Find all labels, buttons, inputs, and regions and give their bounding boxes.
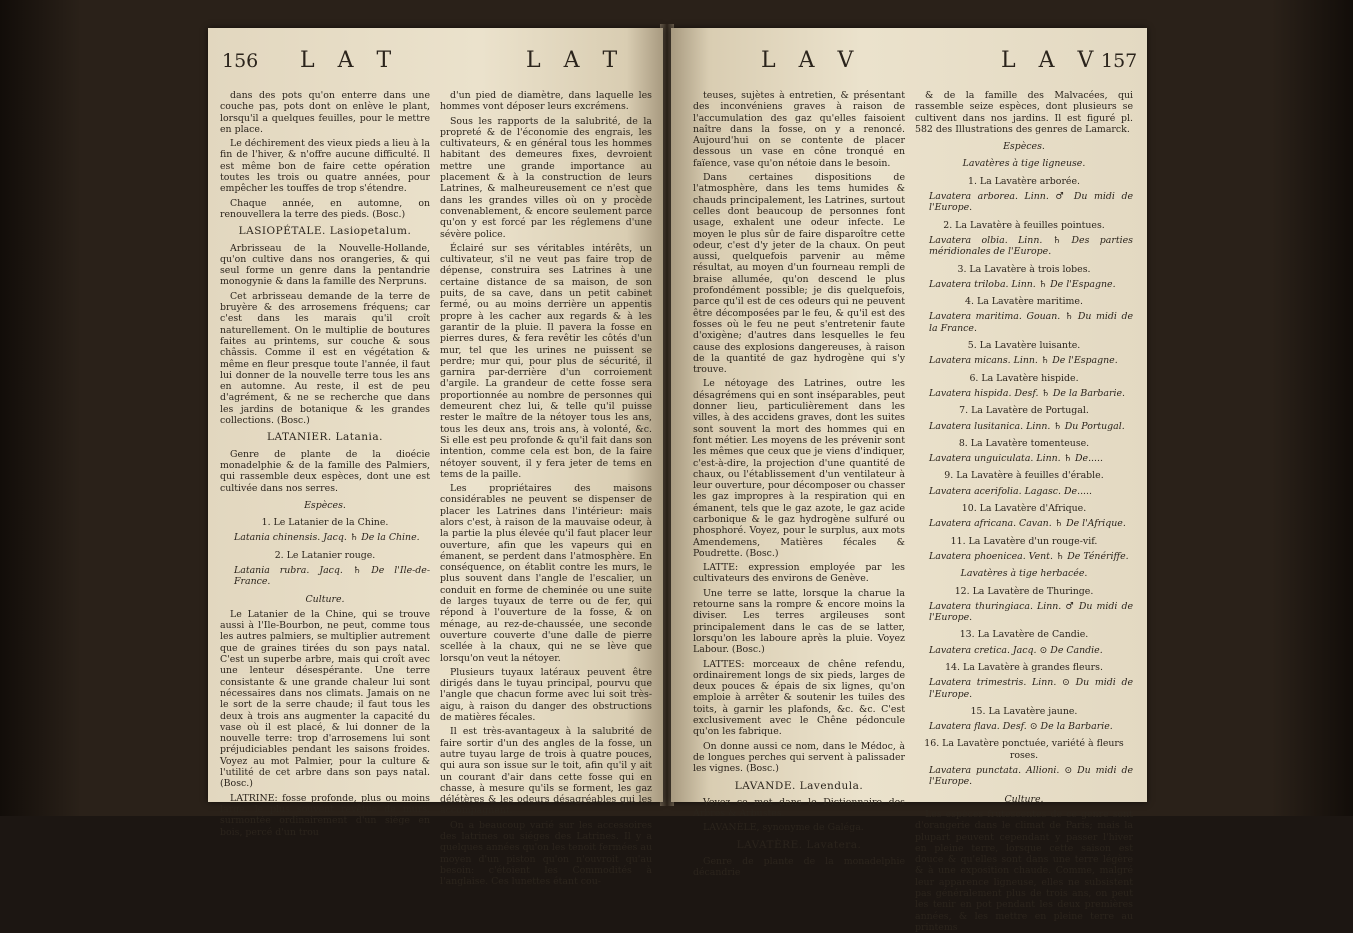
species-latin: Lavatera punctata. Allioni. ⊙ Du midi de l'Europe. (929, 765, 1133, 788)
species-latin: Latania rubra. Jacq. ♄ De l'Ile-de-France. (234, 564, 430, 588)
paragraph: On a beaucoup varié sur les accessoires des latrines ou siéges des Latrines. Il y a quelques années qu'on les tenoit fermées au moyen d'un piston qu'on n'ouvroit qu'au besoin: c'étoient les Commodités à l'anglaise. Ces lunettes étant cou- (440, 819, 652, 888)
left-column-2 (440, 90, 652, 888)
species-latin: Lavatera unguiculata. Linn. ♄ De..... (929, 453, 1103, 465)
right-running-head-1: L A V (761, 48, 862, 73)
right-page-header (671, 30, 1147, 78)
paragraph: Genre de plante de la dioécie monadelphie & de la famille des Palmiers, qui rassemble deux espèces, dont une est cultivée dans nos serres. (220, 448, 430, 494)
species-name: 15. La Lavatère jaune. (970, 705, 1078, 717)
sub-heading: Lavatères à tige herbacée. (960, 568, 1088, 580)
entry-title: LATANIER. Latania. (266, 431, 383, 444)
paragraph: Dans certaines dispositions de l'atmosphère, dans les tems humides & chauds principalement, les Latrines, surtout celles dont beaucoup de personnes font usage, exhalent une odeur infecte. Le moyen le plus sûr de faire disparoître cette odeur, c'est d'y jeter de la chaux. On peut aussi, quelquefois parvenir au même résultat, au moyen d'un fourneau rempli de braise allumée, qu'on descend le plus profondément possible; je dis quelquefois, parce qu'il est de ces odeurs qui ne peuvent être décomposées par le feu, & qu'il est des fosses où le feu ne peut s'entretenir faute d'oxigène; d'autres dans lesquelles le feu cause des explosions dangereuses, à raison de la quantité de gaz hydrogène qui s'y trouve. (693, 172, 905, 376)
paragraph: dans des pots qu'on enterre dans une couche pas, pots dont on enlève le plant, lorsqu'il a quelques feuilles, pour le mettre en place. (220, 90, 430, 135)
species-latin: Lavatera triloba. Linn. ♄ De l'Espagne. (929, 278, 1116, 290)
paragraph: LAVANÈLE, synonyme de Galéga. (703, 822, 864, 834)
species-name: 1. La Lavatère arborée. (967, 175, 1081, 187)
left-page-number: 156 (222, 50, 259, 72)
species-name: 2. La Lavatère à feuilles pointues. (943, 219, 1105, 231)
species-name: 2. Le Latanier rouge. (274, 549, 376, 561)
entry-title: LAVANDE. Lavendula. (734, 779, 864, 792)
paragraph: teuses, sujètes à entretien, & présentant des inconvéniens graves à raison de l'accumulation des gaz qu'elles faisoient naître dans la fosse, on y a renoncé. Aujourd'hui on se contente de placer dessous un vase en cône tronqué en faïence, vase qu'on nétoie dans le besoin. (693, 90, 905, 169)
right-column-2 (915, 90, 1133, 933)
species-name: 3. La Lavatère à trois lobes. (957, 263, 1091, 275)
species-latin: Lavatera micans. Linn. ♄ De l'Espagne. (929, 355, 1118, 367)
left-page (208, 28, 663, 888)
paragraph: Le déchirement des vieux pieds a lieu à la fin de l'hiver, & n'offre aucune difficulté. Il est même bon de faire cette opération toutes les trois ou quatre années, pour empêcher les touffes de trop s'étendre. (220, 138, 430, 195)
species-name: 16. La Lavatère ponctuée, variété à fleurs roses. (924, 738, 1124, 761)
paragraph: Éclairé sur ses véritables intérêts, un cultivateur, s'il ne veut pas faire trop de dépense, construira ses Latrines à une certaine distance de sa maison, de son puits, de sa cave, dans un petit cabinet fermé, ou au moins derrière un appentis propre à les cacher aux regards & à les garantir de la pluie. Il pavera la fosse en pierres dures, & fera revêtir les côtés d'un mur, tel que les urines ne puissent se perdre; mur qui, pour plus de sécurité, il garnira par-derrière d'un corroiement d'argile. La grandeur de cette fosse sera proportionnée au nombre de personnes qui demeurent chez lui, & telle qu'il puisse rester le maître de la nétoyer tous les ans, tous les deux ans, trois ans, à volonté, &c. Si elle est peu profonde & qu'il fait dans son intention, comme cela est bon, de la faire nétoyer souvent, il y fera jeter de tems en tems de la paille. (440, 242, 652, 480)
section-heading: Espèces. (304, 499, 346, 511)
paragraph: Cet arbrisseau demande de la terre de bruyère & des arrosemens fréquens; car c'est dans les marais qu'il croît naturellement. On le multiplie de boutures faites au printems, sur couche & sous châssis. Comme il est en végétation & même en fleur presque toute l'année, il faut lui donner de la nouvelle terre tous les ans en automne. Au reste, il est de peu d'agrément, & ne se recherche que dans les jardins de botanique & les grandes collections. (Bosc.) (220, 290, 430, 427)
species-name: 6. La Lavatère hispide. (969, 372, 1079, 384)
right-column-1 (693, 90, 905, 879)
sub-heading: Lavatères à tige ligneuse. (962, 158, 1086, 170)
paragraph: LATTES: morceaux de chêne refendu, ordinairement longs de six pieds, larges de deux pouces & épais de six lignes, qu'on emploie à arrêter & soutenir les tuiles des toits, à garnir les plafonds, &c. &c. C'est exclusivement avec le Chêne pédoncule qu'on les fabrique. (693, 658, 905, 738)
species-latin: Lavatera africana. Cavan. ♄ De l'Afrique. (929, 518, 1126, 530)
species-name: 4. La Lavatère maritime. (965, 296, 1083, 308)
species-name: 1. Le Latanier de la Chine. (261, 517, 389, 529)
left-running-head-1: L A T (300, 48, 400, 73)
paragraph: & de la famille des Malvacées, qui rassemble seize espèces, dont plusieurs se cultivent dans nos jardins. Il est figuré pl. 582 des Illustrations des genres de Lamarck. (915, 90, 1133, 135)
species-latin: Lavatera arborea. Linn. ♂ Du midi de l'Europe. (929, 191, 1133, 214)
species-name: 14. La Lavatère à grandes fleurs. (945, 661, 1103, 673)
right-page-number: 157 (1101, 50, 1138, 72)
species-name: 9. La Lavatère à feuilles d'érable. (944, 470, 1104, 482)
species-latin: Lavatera hispida. Desf. ♄ De la Barbarie. (929, 387, 1125, 399)
entry-title: LASIOPÉTALE. Lasiopetalum. (238, 225, 412, 238)
species-latin: Lavatera trimestris. Linn. ⊙ Du midi de l'Europe. (929, 677, 1133, 700)
paragraph: Voyez ce mot dans le Dictionnaire des Arbres & Arbustes. (693, 796, 905, 820)
species-latin: Lavatera maritima. Gouan. ♄ Du midi de la France. (929, 311, 1133, 334)
paragraph: Il est très-avantageux à la salubrité de faire sortir d'un des angles de la fosse, un autre tuyau large de trois à quatre pouces, qui aura son issue sur le toit, afin qu'il y ait un courant d'air dans cette fosse qui en chasse, à mesure qu'ils se forment, les gaz délétères & les odeurs désagréables qui les accompagnent. (440, 726, 652, 817)
paragraph: Les espèces frutescentes de ce genre sont d'orangerie dans le climat de Paris; mais la plupart peuvent cependant y passer l'hiver en pleine terre, lorsque cette saison est douce & qu'elles sont dans une terre légère & à une exposition chaude. Comme, malgré leur apparence ligneuse, elles ne subsistent pas généralement plus de trois ans, on peut les tenir en pot pendant les deux premières années, & les mettre en pleine terre au printems (915, 808, 1133, 933)
right-page (671, 28, 1147, 933)
paragraph: Genre de plante de la monadelphie décandrie (693, 856, 905, 879)
paragraph: Sous les rapports de la salubrité, de la propreté & de l'économie des engrais, les cultivateurs, & en général tous les hommes habitant des demeures fixes, devroient mettre une grande importance au placement & à la construction de leurs Latrines, & malheureusement ce n'est que dans les grandes villes où on y procède convenablement, & encore seulement parce qu'on y est forcé par les réglemens d'une sévère police. (440, 115, 652, 240)
paragraph: Chaque année, en automne, on renouvellera la terre des pieds. (Bosc.) (220, 197, 430, 220)
species-name: 7. La Lavatère de Portugal. (959, 405, 1089, 417)
left-column-1 (220, 90, 430, 838)
species-name: 11. La Lavatère d'un rouge-vif. (950, 535, 1098, 547)
paragraph: Les propriétaires des maisons considérables ne peuvent se dispenser de placer les Latrines dans l'intérieur: mais alors c'est, à raison de la mauvaise odeur, à la partie la plus élevée qu'il faut placer leur ouverture, afin que les vapeurs qui en émanent, se perdent dans l'atmosphère. En conséquence, on établit contre les murs, le plus souvent dans l'angle de l'escalier, un conduit en forme de cheminée ou une suite de larges tuyaux de terre ou de fer, qui répond à l'ouverture de la fosse, & on ménage, au rez-de-chaussée, une seconde ouverture couverte d'une dalle de pierre scellée à la chaux, qui ne se lève que lorsqu'on veut la nétoyer. (440, 483, 652, 664)
species-latin: Latania chinensis. Jacq. ♄ De la Chine. (234, 532, 420, 544)
paragraph: LATTE: expression employée par les cultivateurs des environs de Genève. (693, 562, 905, 585)
species-latin: Lavatera phoenicea. Vent. ♄ De Ténériffe. (929, 550, 1129, 562)
species-name: 13. La Lavatère de Candie. (959, 629, 1089, 641)
species-name: 5. La Lavatère luisante. (967, 340, 1081, 352)
paragraph: On donne aussi ce nom, dans le Médoc, à de longues perches qui servent à palissader les vignes. (Bosc.) (693, 740, 905, 775)
species-latin: Lavatera acerifolia. Lagasc. De..... (929, 485, 1092, 497)
left-running-head-2: L A T (526, 48, 626, 73)
entry-title: LAVATÈRE. Lavatera. (736, 838, 862, 851)
species-latin: Lavatera lusitanica. Linn. ♄ Du Portugal. (929, 420, 1125, 432)
left-page-header (208, 30, 663, 78)
paragraph: Le nétoyage des Latrines, outre les désagrémens qui en sont inséparables, peut donner lieu, particulièrement dans les villes, à des accidens graves, dont les suites sont souvent la mort des hommes qui en font métier. Les moyens de les prévenir sont les mêmes que ceux que je viens d'indiquer, c'est-à-dire, la projection d'une quantité de chaux, ou l'établissement d'un ventilateur à leur ouverture, pour décomposer ou chasser les gaz impropres à la respiration qui en émanent, tels que le gaz azote, le gaz acide carbonique & le gaz hydrogène sulfuré ou phosphoré. Voyez, pour le surplus, aux mots Amendemens, Matières fécales & Poudrette. (Bosc.) (693, 378, 905, 559)
species-latin: Lavatera cretica. Jacq. ⊙ De Candie. (929, 644, 1103, 656)
paragraph: d'un pied de diamètre, dans laquelle les hommes vont déposer leurs excrémens. (440, 90, 652, 113)
right-running-head-2: L A V (1001, 48, 1102, 73)
species-latin: Lavatera thuringiaca. Linn. ♂ Du midi de l'Europe. (929, 600, 1133, 624)
paragraph: LATRINE: fosse profonde, plus ou moins large, le plus souvent revêtue de murs, surmontée ordinairement d'un siége en bois, percé d'un trou (220, 792, 430, 838)
species-name: 10. La Lavatère d'Afrique. (961, 503, 1087, 515)
paragraph: Le Latanier de la Chine, qui se trouve aussi à l'Ile-Bourbon, ne peut, comme tous les autres palmiers, se multiplier autrement que de graines tirées du son pays natal. C'est un superbe arbre, mais qui croît avec une lenteur désespérante. Une terre consistante & une grande chaleur lui sont nécessaires dans nos climats. Jamais on ne le sort de la serre chaude; il faut tous les deux à trois ans augmenter la capacité du vase où il est placé, & lui donner de la nouvelle terre: trop d'arrosemens lui sont préjudiciables pendant les saisons froides. Voyez au mot Palmier, pour la culture & l'utilité de cet arbre dans son pays natal. (Bosc.) (220, 608, 430, 790)
species-name: 8. La Lavatère tomenteuse. (958, 437, 1090, 449)
species-latin: Lavatera olbia. Linn. ♄ Des parties méridionales de l'Europe. (929, 234, 1133, 258)
section-heading: Culture. (305, 593, 345, 605)
paragraph: Arbrisseau de la Nouvelle-Hollande, qu'on cultive dans nos orangeries, & qui seul forme un genre dans la pentandrie monogynie & dans la famille des Nerpruns. (220, 242, 430, 288)
species-latin: Lavatera flava. Desf. ⊙ De la Barbarie. (929, 721, 1113, 733)
section-heading: Culture. (1004, 793, 1044, 805)
paragraph: Plusieurs tuyaux latéraux peuvent être dirigés dans le tuyau principal, pourvu que l'angle que chacun forme avec lui soit très-aigu, à raison du danger des obstructions de matières fécales. (440, 666, 652, 724)
species-name: 12. La Lavatère de Thuringe. (954, 585, 1094, 597)
paragraph: Une terre se latte, lorsque la charue la retourne sans la rompre & encore moins la diviser. Les terres argileuses sont principalement dans le cas de se latter, lorsqu'on les laboure après la pluie. Voyez Labour. (Bosc.) (693, 587, 905, 656)
section-heading: Espèces. (1003, 141, 1045, 153)
